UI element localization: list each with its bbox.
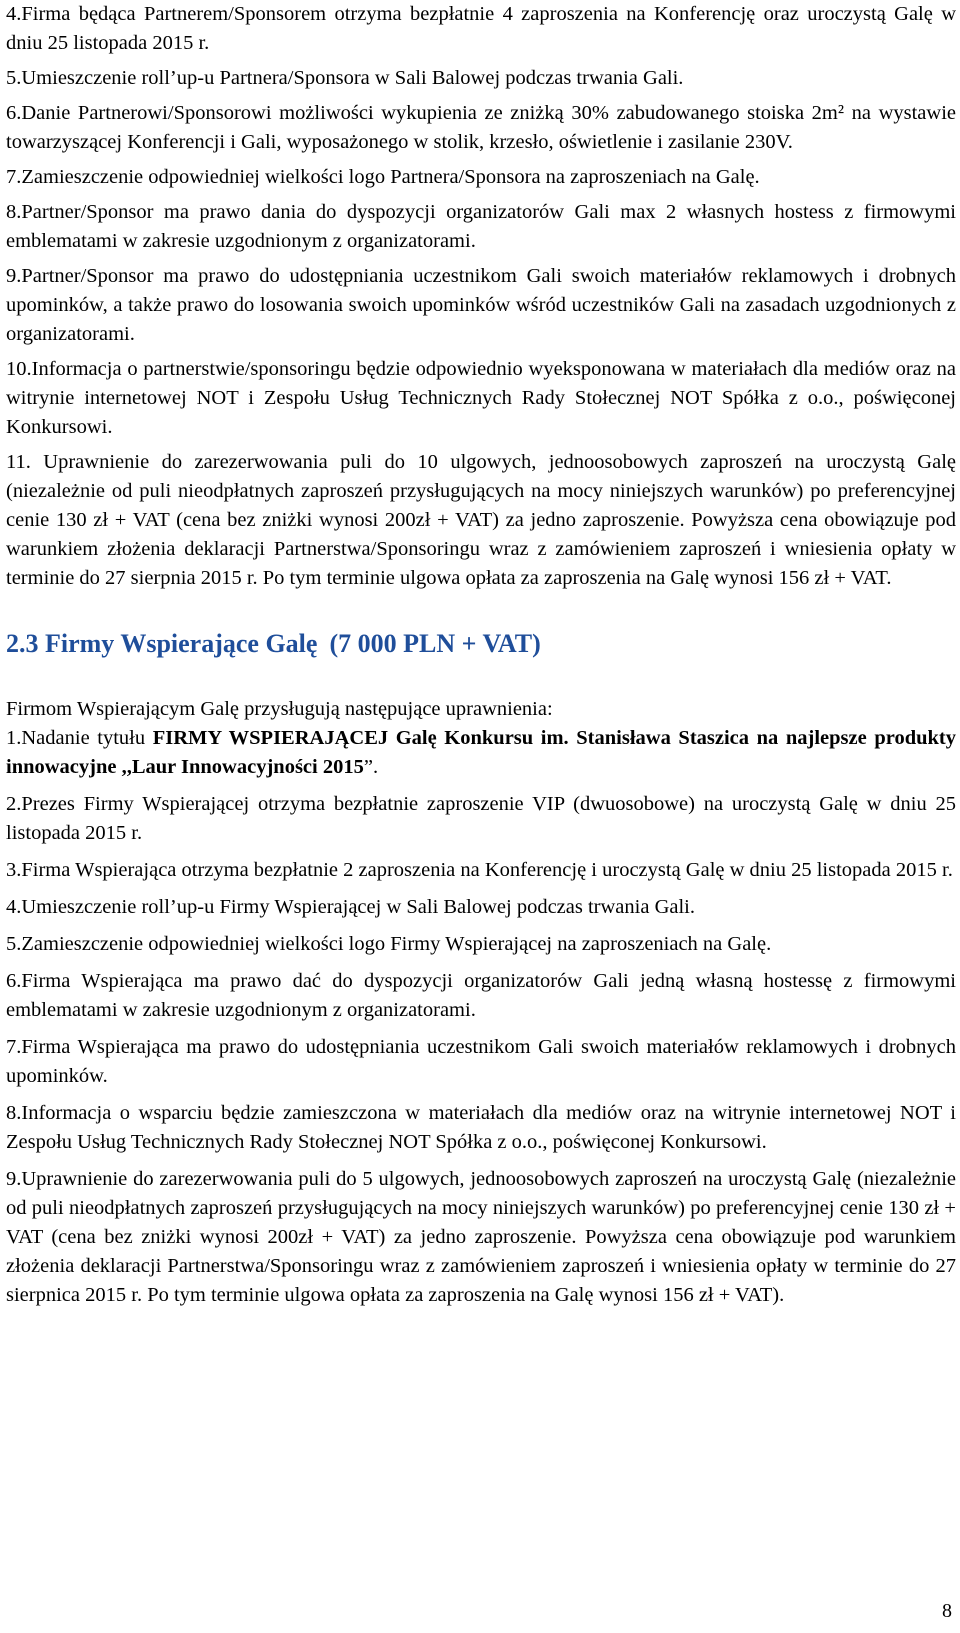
- section-heading-amount: (7 000 PLN + VAT): [329, 629, 541, 658]
- list-item-support-1-title: FIRMY WSPIERAJĄCEJ Galę Konkursu im. Stanisława Staszica na najlepsze produkty innowacyjne ,,Laur Innowacyjności 2015: [6, 727, 956, 778]
- section-heading: [6, 627, 956, 661]
- page-number: 8: [942, 1600, 952, 1622]
- list-item-partner-6: 6.Danie Partnerowi/Sponsorowi możliwości wykupienia ze zniżką 30% zabudowanego stoiska 2m² na wystawie towarzyszącej Konferencji i Gali, wyposażonego w stolik, krzesło, oświetlenie i zasilanie 230V.: [6, 102, 956, 153]
- list-item-partner-7: 7.Zamieszczenie odpowiedniej wielkości logo Partnera/Sponsora na zaproszeniach na Galę.: [6, 166, 760, 188]
- list-item-partner-4: 4.Firma będąca Partnerem/Sponsorem otrzyma bezpłatnie 4 zaproszenia na Konferencję oraz uroczystą Galę w dniu 25 listopada 2015 r.: [6, 3, 956, 54]
- list-item-support-2: 2.Prezes Firmy Wspierającej otrzyma bezpłatnie zaproszenie VIP (dwuosobowe) na uroczystą Galę w dniu 25 listopada 2015 r.: [6, 793, 956, 844]
- list-item-partner-5: 5.Umieszczenie roll’up-u Partnera/Sponsora w Sali Balowej podczas trwania Gali.: [6, 67, 684, 89]
- list-item-support-1-suffix: ”.: [363, 756, 379, 778]
- list-item-support-6: 6.Firma Wspierająca ma prawo dać do dyspozycji organizatorów Gali jedną własną hostessę z firmowymi emblematami w zakresie uzgodnionym z organizatorami.: [6, 970, 956, 1021]
- list-item-support-4: 4.Umieszczenie roll’up-u Firmy Wspierającej w Sali Balowej podczas trwania Gali.: [6, 896, 695, 918]
- list-item-support-3: 3.Firma Wspierająca otrzyma bezpłatnie 2 zaproszenia na Konferencję i uroczystą Galę w dniu 25 listopada 2015 r.: [6, 859, 953, 881]
- list-item-support-1: [6, 724, 956, 782]
- list-item-partner-10: 10.Informacja o partnerstwie/sponsoringu będzie odpowiednio wyeksponowana w materiałach dla mediów oraz na witrynie internetowej NOT i Zespołu Usług Technicznych Rady Stołecznej NOT Spółka z o.o., poświęconej Konkursowi.: [6, 358, 956, 438]
- list-item-support-1-prefix: 1.Nadanie tytułu: [6, 727, 153, 749]
- list-item-support-9: 9.Uprawnienie do zarezerwowania puli do 5 ulgowych, jednoosobowych zaproszeń na uroczystą Galę (niezależnie od puli nieodpłatnych zaproszeń przysługujących na mocy niniejszych warunków) po preferencyjnej cenie 130 zł + VAT (cena bez zniżki wynosi 200zł + VAT) za jedno zaproszenie. Powyższa cena obowiązuje pod warunkiem złożenia deklaracji Partnerstwa/Sponsoringu wraz z zamówieniem zaproszeń i wniesienia opłaty w terminie do 27 sierpnica 2015 r. Po tym terminie ulgowa opłata za zaproszenia na Galę wynosi 156 zł + VAT).: [6, 1168, 956, 1306]
- list-item-support-5: 5.Zamieszczenie odpowiedniej wielkości logo Firmy Wspierającej na zaproszeniach na Galę.: [6, 933, 772, 955]
- document-page: [6, 0, 956, 1310]
- list-item-partner-8: 8.Partner/Sponsor ma prawo dania do dyspozycji organizatorów Gali max 2 własnych hostess z firmowymi emblematami w zakresie uzgodnionym z organizatorami.: [6, 201, 956, 252]
- list-item-partner-11: 11. Uprawnienie do zarezerwowania puli do 10 ulgowych, jednoosobowych zaproszeń na uroczystą Galę (niezależnie od puli nieodpłatnych zaproszeń przysługujących na mocy niniejszych warunków) po preferencyjnej cenie 130 zł + VAT (cena bez zniżki wynosi 200zł + VAT) za jedno zaproszenie. Powyższa cena obowiązuje pod warunkiem złożenia deklaracji Partnerstwa/Sponsoringu wraz z zamówieniem zaproszeń i wniesienia opłaty w terminie do 27 sierpnia 2015 r. Po tym terminie ulgowa opłata za zaproszenia na Galę wynosi 156 zł + VAT.: [6, 451, 956, 589]
- list-item-support-8: 8.Informacja o wsparciu będzie zamieszczona w materiałach dla mediów oraz na witrynie internetowej NOT i Zespołu Usług Technicznych Rady Stołecznej NOT Spółka z o.o., poświęconej Konkursowi.: [6, 1102, 956, 1153]
- section-heading-title: 2.3 Firmy Wspierające Galę: [6, 629, 318, 658]
- section-intro: Firmom Wspierającym Galę przysługują następujące uprawnienia:: [6, 698, 553, 720]
- list-item-support-7: 7.Firma Wspierająca ma prawo do udostępniania uczestnikom Gali swoich materiałów reklamowych i drobnych upominków.: [6, 1036, 956, 1087]
- list-item-partner-9: 9.Partner/Sponsor ma prawo do udostępniania uczestnikom Gali swoich materiałów reklamowych i drobnych upominków, a także prawo do losowania swoich upominków wśród uczestników Gali na zasadach uzgodnionych z organizatorami.: [6, 265, 956, 345]
